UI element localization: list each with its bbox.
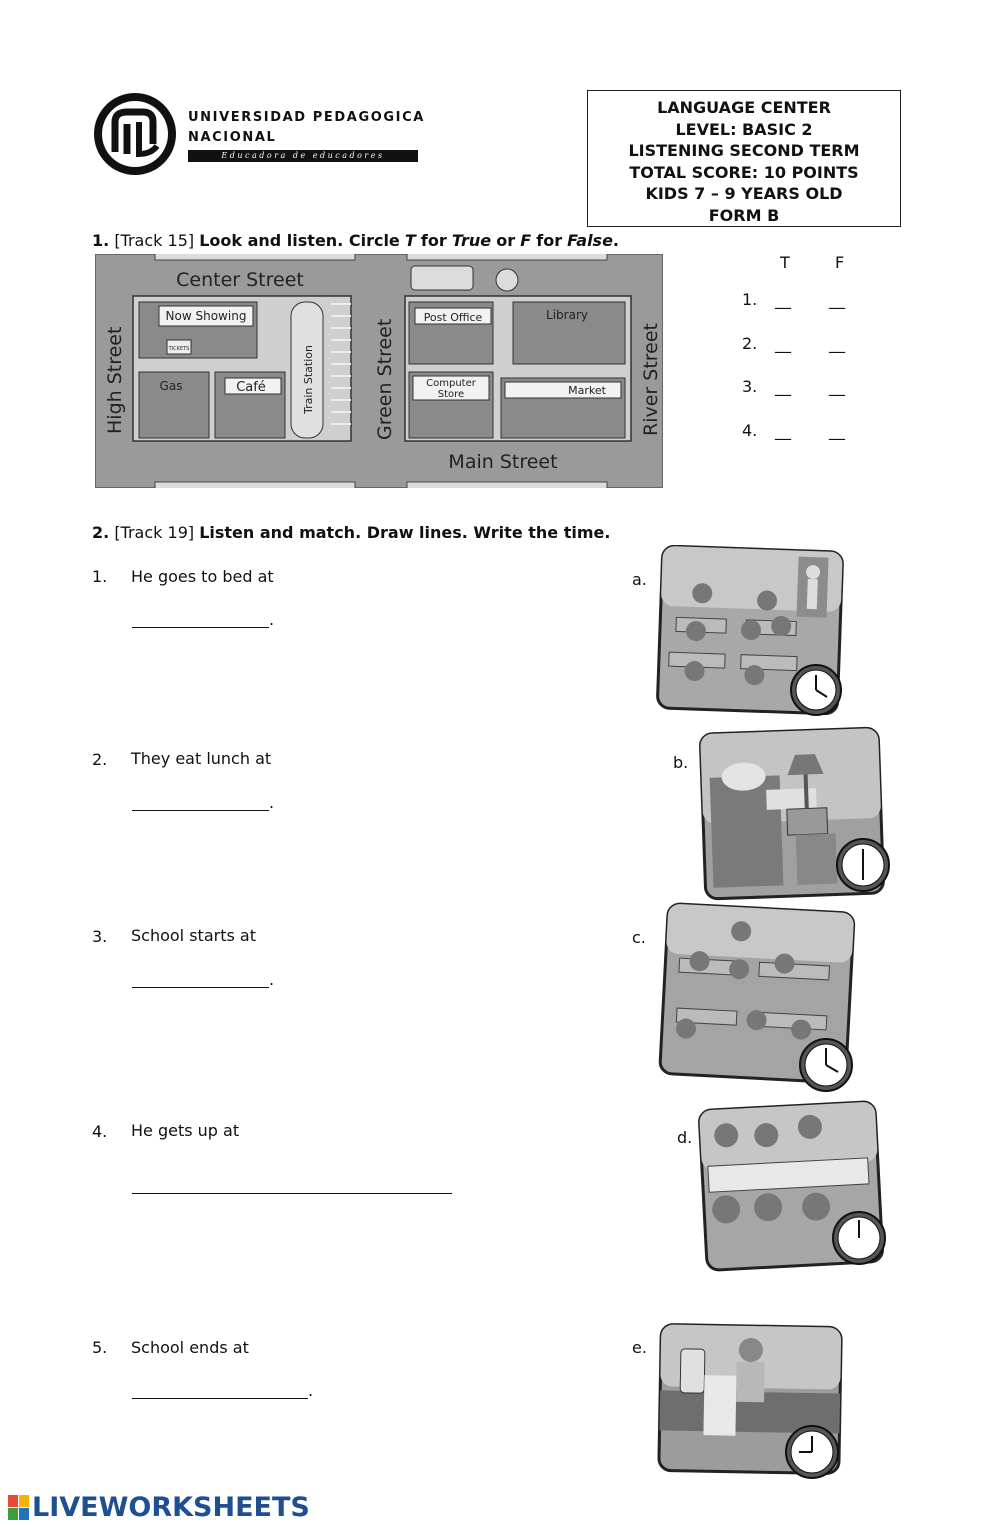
item-3-answer-blank[interactable] — [132, 987, 269, 988]
map-cafe: Café — [236, 380, 266, 395]
tf-row-2-f-blank[interactable]: __ — [829, 334, 845, 353]
map-ticket-sign: TICKETS — [168, 346, 190, 352]
item-5-answer-blank[interactable] — [132, 1398, 308, 1399]
q1-true-word: True — [451, 231, 492, 250]
item-2-number: 2. — [92, 750, 108, 769]
tf-header-f: F — [835, 253, 845, 272]
q2-track: [Track 19] — [114, 523, 195, 542]
picture-letter-d: d. — [677, 1128, 693, 1147]
header-line-3: LISTENING SECOND TERM — [628, 141, 860, 161]
map-now-showing: Now Showing — [165, 309, 247, 323]
tf-row-2-num: 2. — [742, 334, 758, 353]
tf-row-3-t-blank[interactable]: __ — [775, 377, 791, 396]
course-header-box — [587, 90, 901, 227]
map-high-street: High Street — [104, 326, 126, 434]
header-line-6: FORM B — [708, 205, 780, 225]
map-library: Library — [546, 308, 588, 322]
map-post-office: Post Office — [423, 311, 483, 324]
map-market: Market — [568, 384, 606, 397]
map-train-station: Train Station — [302, 345, 315, 414]
university-motto: Educadora de educadores — [188, 150, 418, 162]
map-river-street: River Street — [640, 323, 662, 436]
university-name-line2: NACIONAL — [188, 130, 277, 145]
item-4-number: 4. — [92, 1122, 108, 1141]
picture-a-classroom[interactable] — [656, 545, 846, 720]
q1-instruction-text: Look and listen. Circle — [199, 231, 400, 250]
picture-letter-c: c. — [632, 928, 646, 947]
university-logo-icon — [93, 92, 177, 176]
q1-false-word: False — [567, 231, 613, 250]
clock-icon — [837, 839, 889, 891]
map-main-street: Main Street — [448, 451, 558, 473]
tf-row-1-t-blank[interactable]: __ — [775, 290, 791, 309]
picture-b-bedroom[interactable] — [697, 725, 897, 907]
item-4-answer-blank[interactable] — [132, 1193, 452, 1194]
picture-c-classroom[interactable] — [658, 902, 858, 1095]
header-line-1: LANGUAGE CENTER — [657, 98, 831, 117]
tf-row-3-f-blank[interactable]: __ — [829, 377, 845, 396]
item-5-end: . — [308, 1381, 314, 1400]
tf-row-1-f-blank[interactable]: __ — [829, 290, 845, 309]
item-1-number: 1. — [92, 567, 108, 586]
item-2-end: . — [269, 793, 275, 812]
university-name-line1: UNIVERSIDAD PEDAGOGICA — [188, 110, 425, 125]
tf-row-1-num: 1. — [742, 290, 758, 309]
picture-letter-e: e. — [632, 1338, 647, 1357]
item-5-number: 5. — [92, 1338, 108, 1357]
q1-for-2: for — [536, 231, 563, 250]
street-map-image — [95, 254, 663, 488]
header-line-4: TOTAL SCORE: 10 POINTS — [629, 162, 859, 182]
item-1-end: . — [269, 610, 275, 629]
q1-f-letter: F — [520, 231, 532, 250]
q1-or-word: or — [496, 231, 516, 250]
picture-d-lunch[interactable] — [695, 1098, 895, 1276]
header-line-5: KIDS 7 – 9 YEARS OLD — [645, 184, 843, 204]
map-green-street: Green Street — [374, 318, 396, 440]
tf-row-2-t-blank[interactable]: __ — [775, 334, 791, 353]
item-1-text: He goes to bed at — [131, 567, 274, 586]
picture-letter-a: a. — [632, 570, 647, 589]
item-1-answer-blank[interactable] — [132, 627, 269, 628]
q1-period: . — [612, 231, 619, 250]
map-center-street: Center Street — [176, 269, 304, 291]
map-computer-line2: Store — [437, 389, 465, 400]
q1-instructions — [92, 231, 619, 250]
item-4-text: He gets up at — [131, 1121, 240, 1140]
picture-letter-b: b. — [673, 753, 689, 772]
liveworksheets-brand[interactable]: LIVEWORKSHEETS — [32, 1492, 310, 1523]
q1-number: 1. — [92, 231, 110, 250]
map-gas: Gas — [159, 379, 183, 393]
tf-row-4-t-blank[interactable]: __ — [775, 421, 791, 440]
q1-t-letter: T — [404, 231, 416, 250]
item-3-end: . — [269, 970, 275, 989]
clock-icon — [800, 1039, 852, 1091]
item-2-answer-blank[interactable] — [132, 810, 269, 811]
map-computer-line1: Computer — [426, 378, 476, 389]
q2-instruction-text: Listen and match. Draw lines. Write the time. — [199, 523, 611, 542]
clock-icon — [833, 1212, 885, 1264]
item-2-text: They eat lunch at — [131, 749, 272, 768]
picture-e-getting-up[interactable] — [656, 1322, 848, 1482]
clock-icon — [791, 665, 841, 715]
tf-row-4-f-blank[interactable]: __ — [829, 421, 845, 440]
q1-track: [Track 15] — [114, 231, 195, 250]
tf-row-4-num: 4. — [742, 421, 758, 440]
item-3-text: School starts at — [131, 926, 256, 945]
q1-for-1: for — [420, 231, 447, 250]
tf-row-3-num: 3. — [742, 377, 758, 396]
item-5-text: School ends at — [131, 1338, 249, 1357]
tf-header-t: T — [780, 253, 790, 272]
liveworksheets-logo-icon — [8, 1495, 30, 1521]
university-name — [188, 108, 425, 148]
q2-instructions — [92, 523, 610, 542]
clock-icon — [786, 1426, 838, 1478]
q2-number: 2. — [92, 523, 110, 542]
header-line-2: LEVEL: BASIC 2 — [675, 119, 813, 139]
item-3-number: 3. — [92, 927, 108, 946]
